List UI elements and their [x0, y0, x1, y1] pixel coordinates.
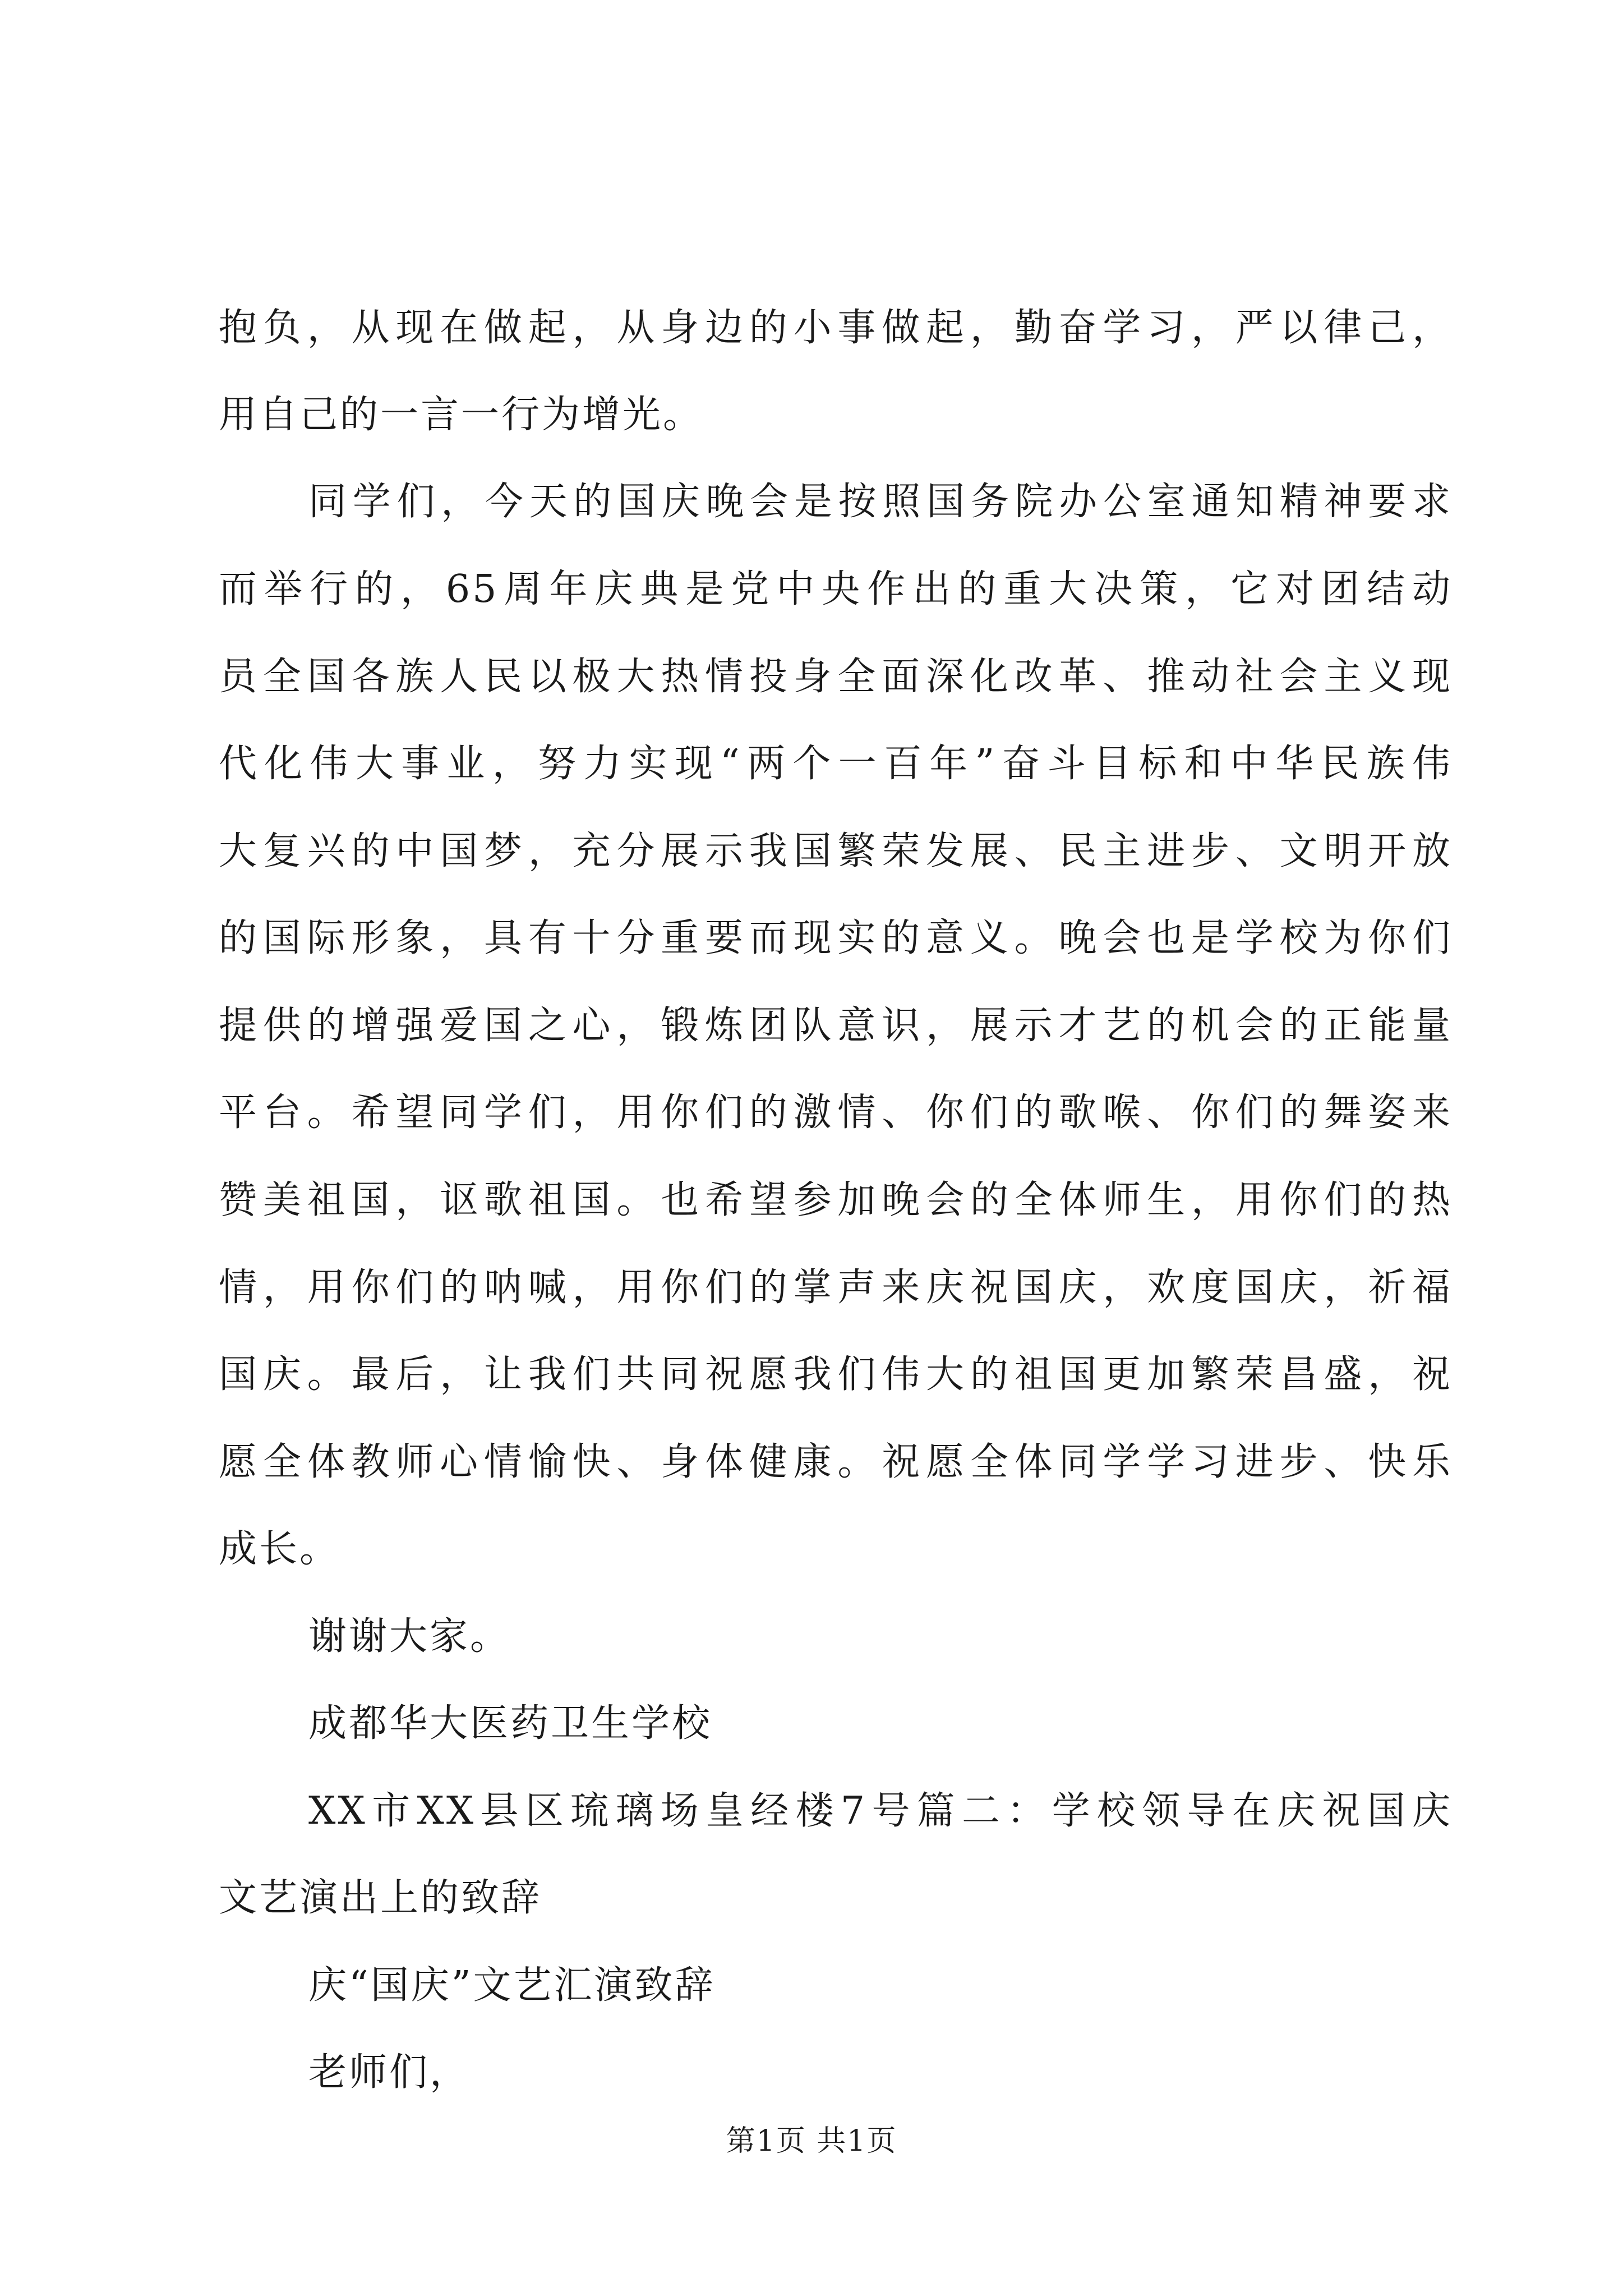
text-line: 国庆。最后，让我们共同祝愿我们伟大的祖国更加繁荣昌盛，祝	[219, 1352, 1453, 1397]
text-line: 大复兴的中国梦，充分展示我国繁荣发展、民主进步、文明开放	[219, 829, 1453, 873]
closing-thanks: 谢谢大家。	[308, 1614, 511, 1659]
salutation: 老师们，	[308, 2050, 471, 2095]
section-heading-line: 文艺演出上的致辞	[219, 1876, 542, 1920]
text-line: 成长。	[219, 1527, 340, 1571]
text-line: 平台。希望同学们，用你们的激情、你们的歌喉、你们的舞姿来	[219, 1091, 1453, 1135]
page-footer: 第1页 共1页	[726, 2124, 897, 2158]
paragraph-start-line: 同学们，今天的国庆晚会是按照国务院办公室通知精神要求	[308, 480, 1453, 524]
speech-title: 庆“国庆”文艺汇演致辞	[308, 1963, 716, 2008]
text-line: 抱负，从现在做起，从身边的小事做起，勤奋学习，严以律己，	[219, 306, 1453, 350]
text-line: 提供的增强爱国之心，锻炼团队意识，展示才艺的机会的正能量	[219, 1004, 1453, 1048]
text-line: 而举行的，65周年庆典是党中央作出的重大决策，它对团结动	[219, 567, 1453, 611]
text-line: 用自己的一言一行为增光。	[219, 393, 704, 437]
text-line: 情，用你们的呐喊，用你们的掌声来庆祝国庆，欢度国庆，祈福	[219, 1266, 1453, 1310]
school-name: 成都华大医药卫生学校	[308, 1701, 713, 1746]
text-line: 的国际形象，具有十分重要而现实的意义。晚会也是学校为你们	[219, 916, 1453, 960]
text-line: 员全国各族人民以极大热情投身全面深化改革、推动社会主义现	[219, 655, 1453, 699]
section-heading-line: XX市XX县区琉璃场皇经楼7号篇二：学校领导在庆祝国庆	[308, 1789, 1453, 1833]
text-line: 代化伟大事业，努力实现“两个一百年”奋斗目标和中华民族伟	[219, 742, 1453, 786]
text-line: 赞美祖国，讴歌祖国。也希望参加晚会的全体师生，用你们的热	[219, 1178, 1453, 1222]
text-line: 愿全体教师心情愉快、身体健康。祝愿全体同学学习进步、快乐	[219, 1440, 1453, 1484]
